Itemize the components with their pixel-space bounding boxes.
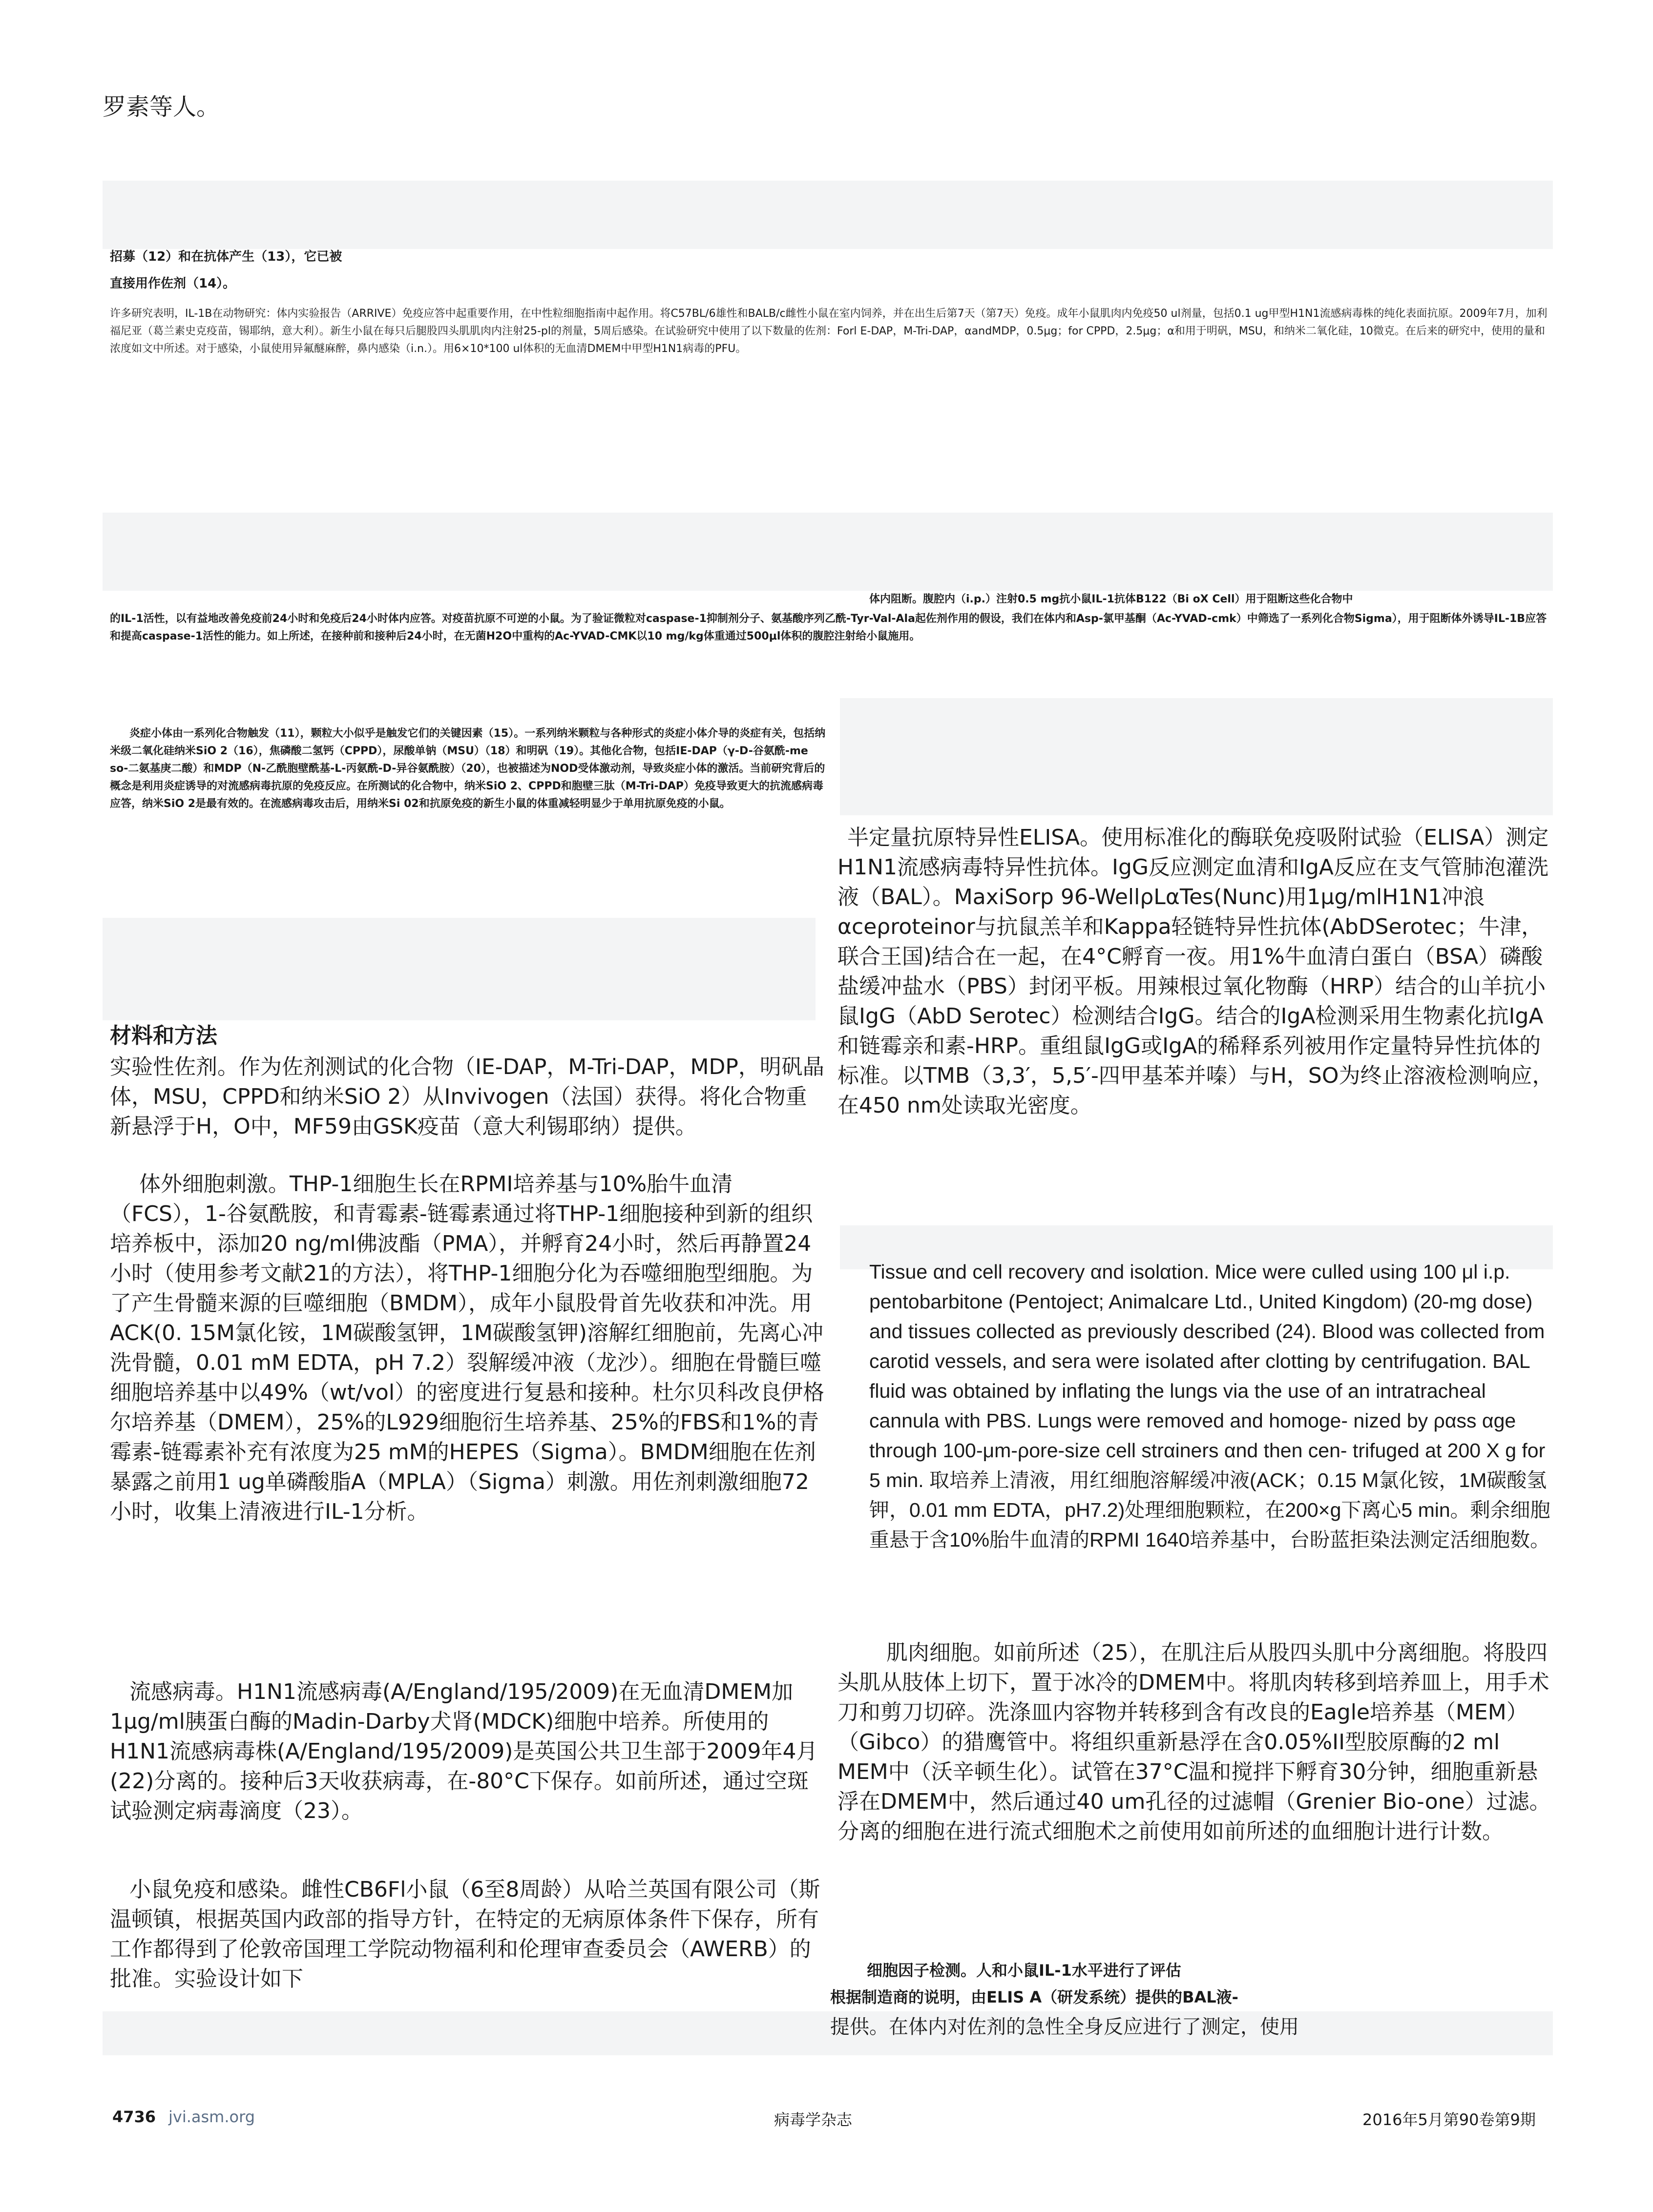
adjuvants-paragraph: 实验性佐剂。作为佐剂测试的化合物（IE-DAP，M-Tri-DAP，MDP，明矾晶体，MSU，CPPD和纳米SiO 2）从Invivogen（法国）获得。将化合物重新悬浮于H，O中，MF59由GSK疫苗（意大利锡耶纳）提供。 — [110, 1054, 824, 1139]
intro-line-1: 招募（12）和在抗体产生（13），它已被 — [110, 249, 342, 264]
animals-paragraph: 许多研究表明，IL-1B在动物研究：体内实验报告（ARRIVE）免疫应答中起重要作用，在中性粒细胞指南中起作用。将C57BL/6雄性和BALB/c雌性小鼠在室内饲养，并在出生后第7天（第7天）免疫。成年小鼠肌肉内免疫50 ul剂量，包括0.1 ug甲型H1N1流感病毒株的纯化表面抗原。2009年7月，加利福尼亚（葛兰素史克疫苗，锡耶纳，意大利）。新生小鼠在每只后腿股四头肌肌肉内注射25-pl的剂量，5周后感染。在试验研究中使用了以下数量的佐剂：Forl E-DAP，M-Tri-DAP，αandMDP，0.5μg；for CPPD，2.5μg；α和用于明矾，MSU，和纳米二氧化硅，10微克。在后来的研究中，使用的量和浓度如文中所述。对于感染，小鼠使用异氟醚麻醉，鼻内感染（i.n.）。用6×10*100 ul体积的无血清DMEM中甲型H1N1病毒的PFU。 — [110, 308, 1548, 355]
intro-line-2: 直接用作佐剂（14）。 — [110, 276, 236, 291]
blocking-lead: 体内阻断。腹腔内（i.p.）注射0.5 mg抗小鼠IL-1抗体B122（Bi oX Cell）用于阻断这些化合物中 — [869, 593, 1353, 605]
influenza-virus-paragraph: 流感病毒。H1N1流感病毒(A/England/195/2009)在无血清DMEM加1μg/ml胰蛋白酶的Madin-Darby犬肾(MDCK)细胞中培养。所使用的H1N1流感病毒株(A/England/195/2009)是英国公共卫生部于2009年4月(22)分离的。接种后3天收获病毒，在-80°C下保存。如前所述，通过空斑试验测定病毒滴度（23）。 — [110, 1679, 818, 1823]
inflammasome-paragraph: 炎症小体由一系列化合物触发（11），颗粒大小似乎是触发它们的关键因素（15）。一系列纳米颗粒与各种形式的炎症小体介导的炎症有关，包括纳米级二氧化硅纳米SiO 2（16），焦磷酸二氢钙（CPPD），尿酸单钠（MSU）（18）和明矾（19）。其他化合物，包括IE-DAP（γ-D-谷氨酰-me so-二氨基庚二酸）和MDP（N-乙酰胞壁酰基-L-丙氨酰-D-异谷氨酰胺）（20），也被描述为NOD受体激动剂，导致炎症小体的激活。当前研究背后的概念是利用炎症诱导的对流感病毒抗原的免疫反应。在所测试的化合物中，纳米SiO 2、CPPD和胞壁三肽（M-Tri-DAP）免疫导致更大的抗流感病毒应答，纳米SiO 2是最有效的。在流感病毒攻击后，用纳米Si 02和抗原免疫的新生小鼠的体重减轻明显少于单用抗原免疫的小鼠。 — [110, 727, 826, 810]
tissue-recovery-paragraph: Tissue αnd cell recovery αnd isolαtion. Mice were culled using 100 μl i.p. pentobarbitone (Pentoject; Animalcare Ltd., United Kingdom) (20-mg dose) and tissues collected as previously described (24). Blood was collected from carotid vessels, and sera were isolated after clotting by centrifugation. BAL fluid was obtained by inflating the lungs via the use of an intratracheal cannula with PBS. Lungs were removed and homoge- nized by ραss αge through 100-μm-ρore-size cell strαiners αnd then cen- trifuged at 200 X g for 5 min. 取培养上清液，用红细胞溶解缓冲液(ACK；0.15 M氯化铵，1M碳酸氢钾，0.01 mm EDTA，pH7.2)处理细胞颗粒，在200×g下离心5 min。剩余细胞重悬于含10%胎牛血清的RPMI 1640培养基中，台盼蓝拒染法测定活细胞数。 — [869, 1261, 1550, 1551]
cytokine-line-1: 细胞因子检测。人和小鼠IL-1水平进行了评估 — [867, 1961, 1181, 1980]
journal-url[interactable]: jvi.asm.org — [168, 2108, 255, 2126]
running-header: 罗素等人。 — [103, 93, 220, 121]
scan-shade — [103, 918, 816, 1020]
cytokine-line-3: 提供。在体内对佐剂的急性全身反应进行了测定，使用 — [830, 2016, 1299, 2038]
journal-name: 病毒学杂志 — [774, 2110, 853, 2129]
muscle-cells-paragraph: 肌肉细胞。如前所述（25），在肌注后从股四头肌中分离细胞。将股四头肌从肢体上切下，置于冰冷的DMEM中。将肌肉转移到培养皿上，用手术刀和剪刀切碎。洗涤皿内容物并转移到含有改良的Eagle培养基（MEM）（Gibco）的猎鹰管中。将组织重新悬浮在含0.05%II型胶原酶的2 ml MEM中（沃辛顿生化）。试管在37°C温和搅拌下孵育30分钟，细胞重新悬浮在DMEM中，然后通过40 um孔径的过滤帽（Grenier Bio-one）过滤。分离的细胞在进行流式细胞术之前使用如前所述的血细胞计进行计数。 — [837, 1640, 1551, 1844]
mice-immunization-paragraph: 小鼠免疫和感染。雌性CB6Fl小鼠（6至8周龄）从哈兰英国有限公司（斯温顿镇，根据英国内政部的指导方针，在特定的无病原体条件下保存，所有工作都得到了伦敦帝国理工学院动物福利和伦理审查委员会（AWERB）的批准。实验设计如下 — [110, 1877, 820, 1991]
scan-shade — [103, 513, 1553, 591]
issue-info: 2016年5月第90卷第9期 — [1362, 2110, 1536, 2129]
cell-stimulation-paragraph: 体外细胞刺激。THP-1细胞生长在RPMI培养基与10%胎牛血清（FCS），1-谷氨酰胺，和青霉素-链霉素通过将THP-1细胞接种到新的组织培养板中，添加20 ng/ml佛波酯（PMA），并孵育24小时，然后再静置24小时（使用参考文献21的方法），将THP-1细胞分化为吞噬细胞型细胞。为了产生骨髓来源的巨噬细胞（BMDM），成年小鼠股骨首先收获和冲洗。用ACK(0. 15M氯化铵，1M碳酸氢钾，1M碳酸氢钾)溶解红细胞前，先离心冲洗骨髓，0.01 mM EDTA，pH 7.2）裂解缓冲液（龙沙）。细胞在骨髓巨噬细胞培养基中以49%（wt/vol）的密度进行复悬和接种。杜尔贝科改良伊格尔培养基（DMEM），25%的L929细胞衍生培养基、25%的FBS和1%的青霉素-链霉素补充有浓度为25 mM的HEPES（Sigma）。BMDM细胞在佐剂暴露之前用1 ug单磷酸脂A（MPLA）（Sigma）刺激。用佐剂刺激细胞72小时，收集上清液进行IL-1分析。 — [110, 1172, 825, 1524]
page-number: 4736 — [112, 2108, 156, 2126]
section-heading-methods: 材料和方法 — [110, 1023, 217, 1048]
scan-shade — [840, 698, 1553, 815]
cytokine-line-2: 根据制造商的说明，由ELIS A（研发系统）提供的BAL液- — [830, 1988, 1238, 2006]
blocking-paragraph: 的IL-1活性，以有益地改善免疫前24小时和免疫后24小时体内应答。对疫苗抗原不可逆的小鼠。为了验证微粒对caspase-1抑制剂分子、氨基酸序列乙酰-Tyr-Val-Ala起佐剂作用的假设，我们在体内和Asp-氯甲基酮（Ac-YVAD-cmk）中筛选了一系列化合物Sigma），用于阻断体外诱导IL-1B应答和提高caspase-1活性的能力。如上所述，在接种前和接种后24小时，在无菌H2O中重构的Ac-YVAD-CMK以10 mg/kg体重通过500μl体积的腹腔注射给小鼠施用。 — [110, 613, 1547, 642]
scan-shade — [103, 181, 1553, 249]
elisa-paragraph: 半定量抗原特异性ELISA。使用标准化的酶联免疫吸附试验（ELISA）测定H1N1流感病毒特异性抗体。IgG反应测定血清和IgA反应在支气管肺泡灌洗液（BAL）。MaxiSorp 96-WellρLαTes(Nunc)用1μg/mlH1N1冲浪αceρroteinor与抗鼠羔羊和Kappa轻链特异性抗体(AbDSerotec；牛津，联合王国)结合在一起，在4°C孵育一夜。用1%牛血清白蛋白（BSA）磷酸盐缓冲盐水（PBS）封闭平板。用辣根过氧化物酶（HRP）结合的山羊抗小鼠IgG（AbD Serotec）检测结合IgG。结合的IgA检测采用生物素化抗IgA和链霉亲和素-HRP。重组鼠IgG或IgA的稀释系列被用作定量特异性抗体的标准。以TMB（3,3′，5,5′-四甲基苯并嗪）与H，SO为终止溶液检测响应，在450 nm处读取光密度。 — [837, 825, 1554, 1118]
